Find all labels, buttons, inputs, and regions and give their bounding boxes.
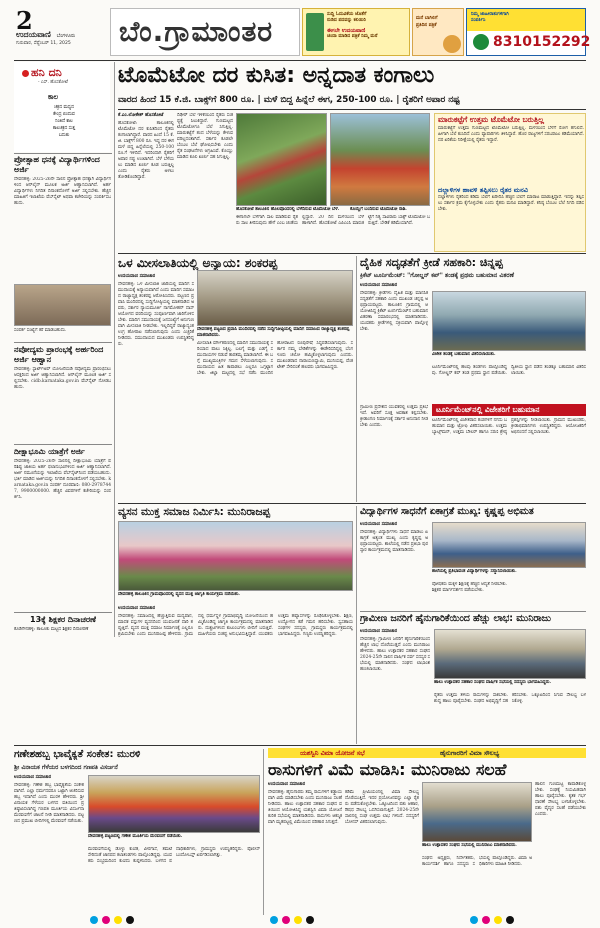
dairy-body-col2: ರೈತರು ಉತ್ತಮ ತಳಿಯ ರಾಸುಗಳನ್ನು ಸಾಕಬೇಕು. ಶುದ್ಧ ಹಾಲು ಪೂರೈಸಬೇಕು. ಸಂಘದ ಅಭಿವೃದ್ಧಿಗೆ ಸಹಕರಿಸಬೇಕು. ಒಕ್ಕೂಟದಿಂದ ಸಿಗುವ ಸೌಲಭ್ಯ ಬಳಸಿಕೊಳ್ಳಿ. [434, 693, 586, 704]
chinnappa-body-col1: ದೇವನಹಳ್ಳಿ: ಕ್ರೀಡೆಗಳು ದೈಹಿಕ ಮತ್ತು ಮಾನಸಿಕ ಸದೃಢತೆಗೆ ಸಹಕಾರಿ ಎಂದು ಮುಖಂಡ ಚಿನ್ನಪ್ಪ ಅಭಿಪ್ರಾಯಪಟ್ಟರು. ತಾಲೂಕಿನ ಗ್ರಾಮದಲ್ಲಿ ಆಯೋಜಿಸಿದ್ದ ಕ್ರಿಕೆಟ್ ಟೂರ್ನಿಮೆಂಟ್‌ನ ಬಹುಮಾನ ವಿತರಣಾ ಸಮಾರಂಭದಲ್ಲಿ ಮಾತನಾಡಿದರು. ಯುವಕರು ಕ್ರೀಡೆಗಳಲ್ಲಿ ಸಕ್ರಿಯವಾಗಿ ಪಾಲ್ಗೊಳ್ಳಬೇಕು. [360, 291, 428, 332]
advert-contact-ad [466, 8, 591, 56]
muniraju1-byline: ಉದಯವಾಣಿ ಸಮಾಚಾರ [118, 606, 156, 611]
krishnappa-byline: ಉದಯವಾಣಿ ಸಮಾಚಾರ [360, 522, 398, 527]
lead-caption1: ಹೊಸಕೋಟೆ ತಾಲೂಕಿನ ಹೊಲವೊಂದರಲ್ಲಿ ಬೆಳೆದಿರುವ ಟೊಮೆಟೋ ಬೆಳೆ. [236, 207, 340, 212]
insurance-body-col4: ಹಾಲಿನ ಗುಣಮಟ್ಟ ಕಾಪಾಡಿಕೊಳ್ಳಬೇಕು. ಸಂಘಕ್ಕೆ ನಿಯಮಿತವಾಗಿ ಹಾಲು ಪೂರೈಸಬೇಕು. ಕೃತಕ ಗರ್ಭಧಾರಣೆ ಸೌಲಭ್ಯ ಬಳಸಿಕೊಳ್ಳಬೇಕು. ಪಶು ವೈದ್ಯರ ಸಲಹೆ ಪಡೆಯಬೇಕು ಎಂದರು. [535, 782, 586, 817]
muniraju1-caption: ದೇವನಹಳ್ಳಿ ತಾಲೂಕಿನ ಗ್ರಾಮವೊಂದರಲ್ಲಿ ವ್ಯಸನ ಮುಕ್ತ ಜಾಗೃತಿ ಕಾರ್ಯಕ್ರಮ ನಡೆಯಿತು. [118, 592, 240, 597]
registration-cyan-dot [90, 916, 98, 924]
krishnappa-caption: ಶಾಲೆಯಲ್ಲಿ ಪ್ರತಿಭಾವಂತ ವಿದ್ಯಾರ್ಥಿಗಳನ್ನು ಸನ್ಮಾನಿಸಲಾಯಿತು. [432, 569, 517, 574]
story4-headline: 13ಕ್ಕೆ ಶಿಕ್ಷಕರ ದಿನಾಚರಣೆ [30, 615, 96, 624]
insurance-body-col1: ದೇವನಹಳ್ಳಿ: ಹೈನುಗಾರರು ತಮ್ಮ ರಾಸುಗಳಿಗೆ ಕಡ್ಡಾಯವಾಗಿ ವಿಮೆ ಮಾಡಿಸಬೇಕು ಎಂದು ಮುನಿರಾಜು ಸಲಹೆ ನೀಡಿದರು. ಹಾಲು ಉತ್ಪಾದಕರ ಸಹಕಾರ ಸಂಘದ ವತಿಯಿಂದ ಆಯೋಜಿಸಿದ್ದ ಯಶಸ್ವಿನಿ ವಿಮಾ ಯೋಜನೆ ಕುರಿತ ಸಭೆಯಲ್ಲಿ ಮಾತನಾಡಿದರು. ರಾಸುಗಳು ಆಕಸ್ಮಿಕವಾಗಿ ಮೃತಪಟ್ಟಲ್ಲಿ ವಿಮೆಯಿಂದ ಪರಿಹಾರ ಸಿಗುತ್ತದೆ. [268, 790, 342, 825]
chinnappa-subheadline: ಕ್ರಿಕೆಟ್ ಟೂರ್ನಿಮೆಂಟ್: "ಗೋಲ್ಡನ್ ಕಪ್" ತಂಡಕ್ಕೆ ಪ್ರಥಮ ಬಹುಮಾನ ವಿತರಣೆ [360, 272, 514, 279]
ad1-line4: ಚಂದಾ ಮಾಡಿದ ಪತ್ರಿಕೆ ನಿಮ್ಮ ಮನೆ [327, 34, 378, 39]
ad2-line1: ಮನೆ ಬಾಗಿಲಿಗೆ [416, 16, 438, 21]
lead-body-col1: ಹೊಸಕೋಟೆ: ತಾಲೂಕಿನಲ್ಲಿ ಟೊಮೆಟೋ ದರ ಕುಸಿತದಿಂದ ರೈತರು ಕಂಗಾಲಾಗಿದ್ದಾರೆ. ವಾರದ ಹಿಂದೆ 15 ಕೆ.ಜಿ. ಬಾಕ್ಸ್‌ಗೆ 800 ರೂ. ಇದ್ದ ದರ ಈಗ ಮಳೆ ಬಿದ್ದ ಹಿನ್ನೆಲೆಯಲ್ಲಿ 250-100 ರೂ.ಗೆ ಇಳಿದಿದೆ. ಇದರಿಂದಾಗಿ ರೈತರಿಗೆ ಅಪಾರ ನಷ್ಟ ಉಂಟಾಗಿದೆ. ಬೆಳೆ ಬೆಳೆಯಲು ಮಾಡಿದ ಖರ್ಚು ಕೂಡ ಬರುತ್ತಿಲ್ಲ ಎಂದು ರೈತರು ಅಳಲು ತೋಡಿಕೊಂಡಿದ್ದಾರೆ. [118, 121, 174, 180]
story3-headline: ದೀಕ್ಷಾಭೂಮಿ ಯಾತ್ರೆಗೆ ಅರ್ಜಿ [14, 447, 85, 456]
chinnappa-body-col2: ಟೂರ್ನಿಮೆಂಟ್‌ನಲ್ಲಿ ಹಲವು ತಂಡಗಳು ಪಾಲ್ಗೊಂಡಿದ್ದವು. ಗೋಲ್ಡನ್ ಕಪ್ ತಂಡ ಪ್ರಥಮ ಸ್ಥಾನ ಪಡೆಯಿತು. ದ್ವಿತೀಯ ಸ್ಥಾನ ಪಡೆದ ತಂಡಕ್ಕೂ ಬಹುಮಾನ ವಿತರಿಸಲಾಯಿತು. [432, 365, 586, 376]
ad1-line1: ಸುದ್ದಿ ಓದುವಿಕೆಯ ಜೊತೆಗೆ [327, 12, 367, 17]
lead-body-col3: ಈಗಾಗಲೇ ಬೆಳೆಗಾಗಿ ಸಾಲ ಮಾಡಿರುವ ರೈತರು ಸಾಲ ತೀರಿಸುವುದು ಹೇಗೆ ಎಂಬ ಚಿಂತೆಯಲ್ಲಿದ್ದಾರೆ. 20 ದಿನ ಮಳೆಯಿಂದ ಬೆಳೆ ಹಾಳಾಗಿದೆ. ಹೊಸಕೋಟೆ ಎಪಿಎಂಸಿ ಮಾರುಕಟ್ಟೆಗೆ ನಿತ್ಯ ಸಾವಿರಾರು ಬಾಕ್ಸ್ ಟೊಮೆಟೋ ಬರುತ್ತಿದೆ. ಬೇಡಿಕೆ ಕಡಿಮೆಯಾಗಿದೆ. [236, 215, 430, 226]
story2-headline: ನವೋದ್ಯಮ ಪ್ರಾರಂಭಕ್ಕೆ ಅರ್ಹರಿಂದ ಅರ್ಜಿ ಆಹ್ವಾನ [14, 345, 104, 364]
ganesha-photo [88, 775, 260, 833]
story1-headline: ಪ್ರೋತ್ಸಾಹ ಧನಕ್ಕೆ ವಿದ್ಯಾರ್ಥಿಗಳಿಂದ ಅರ್ಜಿ [14, 155, 100, 174]
shankarappa-caption: ದೇವನಹಳ್ಳಿ ಪಟ್ಟಣದ ಪ್ರವಾಸಿ ಮಂದಿರದಲ್ಲಿ ನಡೆದ ಸುದ್ದಿಗೋಷ್ಠಿಯಲ್ಲಿ ಮಾದಿಗ ಸಮಾಜದ ರಾಜ್ಯಾಧ್ಯಕ್ಷ ಶಂಕರಪ್ಪ ಮಾತನಾಡಿದರು. [197, 327, 350, 338]
story1-body: ದೇವನಹಳ್ಳಿ: 2025-26ನೇ ಸಾಲಿನ ಪ್ರೋತ್ಸಾಹ ಧನಕ್ಕಾಗಿ ವಿದ್ಯಾರ್ಥಿಗಳಿಂದ ಆನ್‌ಲೈನ್ ಮೂಲಕ ಅರ್ಜಿ ಆಹ್ವಾನಿಸಲಾಗಿದೆ. ಅರ್ಹ ವಿದ್ಯಾರ್ಥಿಗಳು ನಿಗದಿತ ದಿನಾಂಕದೊಳಗೆ ಅರ್ಜಿ ಸಲ್ಲಿಸಬೇಕು. ಹೆಚ್ಚಿನ ಮಾಹಿತಿಗೆ ಇಲಾಖೆಯ ವೆಬ್‌ಸೈಟ್ ಅಥವಾ ಕಚೇರಿಯನ್ನು ಸಂಪರ್ಕಿಸಬಹುದು. [14, 177, 111, 206]
muniraju1-headline: ವ್ಯಸನ ಮುಕ್ತ ಸಮಾಜ ನಿರ್ಮಿಸಿ: ಮುನಿರಾಜಪ್ಪ [118, 506, 270, 518]
chinnappa-caption: ವಿಜೇತ ತಂಡಕ್ಕೆ ಬಹುಮಾನ ವಿತರಿಸಲಾಯಿತು. [432, 352, 496, 357]
registration-cyan-dot-2 [270, 916, 278, 924]
delivery-ad [412, 8, 464, 56]
chinnappa-body-col3: ಗ್ರಾಮೀಣ ಪ್ರದೇಶದ ಯುವಕರಲ್ಲಿ ಉತ್ತಮ ಪ್ರತಿಭೆ ಇದೆ. ಅವರಿಗೆ ಸೂಕ್ತ ಅವಕಾಶ ಕಲ್ಪಿಸಬೇಕು. ಕ್ರೀಡಾಂಗಣ ನಿರ್ಮಾಣಕ್ಕೆ ಸರ್ಕಾರ ಅನುದಾನ ನೀಡಬೇಕು ಎಂದರು. [360, 405, 428, 428]
ad1-line2: ನುಡಿದ ಪದವನ್ನು ಕಲಿಯಿರಿ [327, 18, 366, 23]
story4-body: ಕೊಡಿಗೇನಹಳ್ಳಿ: ತಾಲೂಕು ಮಟ್ಟದ ಶಿಕ್ಷಕರ ದಿನಾಚರಣೆ [14, 627, 89, 632]
ad3-line1: ನಿಮ್ಮ ಜಾಹೀರಾತುಗಳಿಗಾಗಿ [471, 12, 509, 17]
masthead [16, 30, 75, 40]
dairy-body-col1: ದೇವನಹಳ್ಳಿ: ಗ್ರಾಮೀಣ ಜನರಿಗೆ ಹೈನುಗಾರಿಕೆಯಿಂದ ಹೆಚ್ಚಿನ ಲಾಭ ದೊರೆಯುತ್ತದೆ ಎಂದು ಮುನಿರಾಜು ಹೇಳಿದರು. ಹಾಲು ಉತ್ಪಾದಕರ ಸಹಕಾರ ಸಂಘದ 2024-25ನೇ ಸಾಲಿನ ವಾರ್ಷಿಕ ಸರ್ವ ಸದಸ್ಯರ ಸಭೆಯಲ್ಲಿ ಮಾತನಾಡಿದರು. ಸಂಘದ ಲಾಭಾಂಶ ಹಂಚಲಾಯಿತು. [360, 637, 430, 672]
krishnappa-body-col1: ದೇವನಹಳ್ಳಿ: ವಿದ್ಯಾರ್ಥಿಗಳು ಸಾಧನೆ ಮಾಡಲು ಏಕಾಗ್ರತೆ ಅತ್ಯಂತ ಮುಖ್ಯ ಎಂದು ಕೃಷ್ಣಪ್ಪ ಅಭಿಪ್ರಾಯಪಟ್ಟರು. ಶಾಲೆಯಲ್ಲಿ ನಡೆದ ಪ್ರತಿಭಾ ಪುರಸ್ಕಾರ ಕಾರ್ಯಕ್ರಮದಲ್ಲಿ ಮಾತನಾಡಿದರು. [360, 530, 428, 553]
story3-body: ದೇವನಹಳ್ಳಿ: 2025-26ನೇ ಸಾಲಿನಲ್ಲಿ ದೀಕ್ಷಾಭೂಮಿ ಯಾತ್ರೆಗೆ ಪರಿಶಿಷ್ಟ ಜಾತಿಯ ಅರ್ಹ ಫಲಾನುಭವಿಗಳಿಂದ ಅರ್ಜಿ ಆಹ್ವಾನಿಸಲಾಗಿದೆ. ಅರ್ಜಿ ನಮೂನೆಯನ್ನು ಇಲಾಖೆಯ ವೆಬ್‌ಸೈಟ್‌ನಿಂದ ಪಡೆಯಬಹುದು. ಭರ್ತಿ ಮಾಡಿದ ಅರ್ಜಿಯನ್ನು ನಿಗದಿತ ದಿನಾಂಕದೊಳಗೆ ಸಲ್ಲಿಸಬೇಕು. karnataka.gov.in ಸಂಪರ್ಕ ದೂರವಾಣಿ: 080-29787447, 9900000000. ಹೆಚ್ಚಿನ ವಿವರಗಳಿಗೆ ಕಚೇರಿಯನ್ನು ಸಂಪರ್ಕಿಸಿ. [14, 459, 111, 500]
shankarappa-byline: ಉದಯವಾಣಿ ಸಮಾಚಾರ [118, 274, 156, 279]
shankarappa-body-col2: ಮೀಸಲಾತಿ ವರ್ಗೀಕರಣದಲ್ಲಿ ಮಾದಿಗ ಸಮುದಾಯಕ್ಕೆ ಸರಿಯಾದ ಪಾಲು ಸಿಕ್ಕಿಲ್ಲ. ಬಲಗೈ ಮತ್ತು ಎಡಗೈ ಸಮುದಾಯಗಳ ನಡುವೆ ತಾರತಮ್ಯ ಮಾಡಲಾಗಿದೆ. ಈ ಬಗ್ಗೆ ಮುಖ್ಯಮಂತ್ರಿಗಳ ಗಮನ ಸೆಳೆಯಲಾಗುವುದು. ಸಮುದಾಯದ ಹಿತ ಕಾಪಾಡಲು ಎಲ್ಲರೂ ಒಗ್ಗಟ್ಟಾಗಬೇಕು. ಜಿಲ್ಲಾ ಮಟ್ಟದಲ್ಲಿ ಸಭೆ ನಡೆಸಿ ಮುಂದಿನ ಹೋರಾಟದ ರೂಪುರೇಷೆ ಸಿದ್ಧಪಡಿಸಲಾಗುವುದು. ಸರ್ಕಾರ ನಮ್ಮ ಬೇಡಿಕೆಗಳನ್ನು ಈಡೇರಿಸದಿದ್ದಲ್ಲಿ ಬೆಂಗಳೂರು ಚಲೋ ಹಮ್ಮಿಕೊಳ್ಳಲಾಗುವುದು ಎಂದರು. ಮುಖಂಡರಾದ ನಾರಾಯಣಸ್ವಾಮಿ, ಮುನಿಯಪ್ಪ, ವೆಂಕಟೇಶ್ ಸೇರಿದಂತೆ ಹಲವರು ಭಾಗವಹಿಸಿದ್ದರು. [197, 341, 353, 376]
dairy-headline: ಗ್ರಾಮೀಣ ಜನರಿಗೆ ಹೈನುಗಾರಿಕೆಯಿಂದ ಹೆಚ್ಚು ಲಾಭ: ಮುನಿರಾಜು [360, 613, 551, 624]
dairy-byline: ಉದಯವಾಣಿ ಸಮಾಚಾರ [360, 629, 398, 634]
whatsapp-icon [473, 34, 489, 50]
lead-box-title: ಮಾರುಕಟ್ಟೆಗೆ ಉತ್ತಮ ಟೊಮೆಟೋ ಬರುತ್ತಿಲ್ಲ [438, 115, 544, 124]
muniraju1-photo [118, 521, 353, 591]
chinnappa-headline: ದೈಹಿಕ ಸದೃಢತೆಗೆ ಕ್ರೀಡೆ ಸಹಕಾರಿ: ಚಿನ್ನಪ್ಪ [360, 256, 503, 269]
registration-magenta-dot-3 [482, 916, 490, 924]
insurance-kicker: ಯಶಸ್ವಿನಿ ವಿಮಾ ಯೋಜನೆ ಸಭೆ [300, 749, 365, 757]
insurance-kicker2: ಹೈನುಗಾರರಿಗೆ ವಿಮಾ ಸೌಲಭ್ಯ [440, 749, 500, 757]
insurance-photo [422, 782, 532, 842]
krishnappa-photo [432, 522, 586, 568]
insurance-caption: ಹಾಲು ಉತ್ಪಾದಕರ ಸಂಘದ ಸಭೆಯಲ್ಲಿ ಮುನಿರಾಜು ಮಾತನಾಡಿದರು. [422, 843, 517, 848]
story1-more: ಸಂಪರ್ಕ ಸಂಖ್ಯೆಗೆ ಕರೆ ಮಾಡಬಹುದು. [14, 328, 67, 333]
story1-photo [14, 284, 111, 326]
registration-black-dot-3 [506, 916, 514, 924]
ad3-phone: 8310152292 [493, 34, 591, 50]
lead-box-body: ಮಾರುಕಟ್ಟೆಗೆ ಉತ್ತಮ ಗುಣಮಟ್ಟದ ಟೊಮೆಟೋ ಬರುತ್ತಿಲ್ಲ. ಮಳೆಯಿಂದ ಬೆಳೆಗೆ ರೋಗ ತಗುಲಿದೆ. ಹೀಗಾಗಿ ಬೆಲೆ ಕುಸಿದಿದೆ ಎಂದು ವ್ಯಾಪಾರಿಗಳು ತಿಳಿಸಿದ್ದಾರೆ. ಹೊರ ರಾಜ್ಯಗಳಿಗೆ ಸರಬರಾಜು ಕಡಿಮೆಯಾಗಿದೆ. ದರ ಏರಿಕೆಯ ನಿರೀಕ್ಷೆಯಲ್ಲಿ ರೈತರು ಇದ್ದಾರೆ. [438, 126, 584, 143]
insurance-byline: ಉದಯವಾಣಿ ಸಮಾಚಾರ [268, 782, 306, 787]
ganesha-body-col2: ಮೆರವಣಿಗೆಯಲ್ಲಿ ಡೊಳ್ಳು ಕುಣಿತ, ವೀರಗಾಸೆ, ತಮಟೆ ಸೇರಿದಂತೆ ಜಾನಪದ ಕಲಾತಂಡಗಳು ಪಾಲ್ಗೊಂಡಿದ್ದವು. ಯುವಕರು ಸಂಭ್ರಮದಿಂದ ಕುಣಿದು ಕುಪ್ಪಳಿಸಿದರು. ಬಳಗದ ಪದಾಧಿಕಾರಿಗಳು, ಗ್ರಾಮಸ್ಥರು ಉಪಸ್ಥಿತರಿದ್ದರು. ಪೊಲೀಸ್ ಬಂದೋಬಸ್ತ್ ಏರ್ಪಡಿಸಲಾಗಿತ್ತು. [88, 847, 260, 864]
registration-yellow-dot-3 [494, 916, 502, 924]
muniraju1-body: ದೇವನಹಳ್ಳಿ: ಸಮಾಜದಲ್ಲಿ ಹೆಚ್ಚುತ್ತಿರುವ ಮದ್ಯಪಾನ, ಮಾದಕ ವಸ್ತುಗಳ ವ್ಯಸನದಿಂದ ಯುವಜನತೆ ದಾರಿ ತಪ್ಪುತ್ತಿದೆ. ವ್ಯಸನ ಮುಕ್ತ ಸಮಾಜ ನಿರ್ಮಾಣಕ್ಕೆ ಎಲ್ಲರೂ ಶ್ರಮಿಸಬೇಕು ಎಂದು ಮುನಿರಾಜಪ್ಪ ಹೇಳಿದರು. ಗ್ರಾಮದಲ್ಲಿ ಧರ್ಮಸ್ಥಳ ಗ್ರಾಮಾಭಿವೃದ್ಧಿ ಯೋಜನೆಯಿಂದ ಹಮ್ಮಿಕೊಂಡಿದ್ದ ಜಾಗೃತಿ ಕಾರ್ಯಕ್ರಮದಲ್ಲಿ ಮಾತನಾಡಿದರು. ದುಶ್ಚಟಗಳಿಂದ ಕುಟುಂಬಗಳು ಬೀದಿಗೆ ಬರುತ್ತಿವೆ. ಮಹಿಳೆಯರು ಸಂಕಷ್ಟ ಅನುಭವಿಸುತ್ತಿದ್ದಾರೆ. ಯುವಕರು ಉತ್ತಮ ಹವ್ಯಾಸಗಳನ್ನು ರೂಢಿಸಿಕೊಳ್ಳಬೇಕು. ಶಿಕ್ಷಣ, ಉದ್ಯೋಗದ ಕಡೆ ಗಮನ ಹರಿಸಬೇಕು. ಸ್ವಸಹಾಯ ಸಂಘಗಳ ಸದಸ್ಯರು, ಗ್ರಾಮಸ್ಥರು ಕಾರ್ಯಕ್ರಮದಲ್ಲಿ ಭಾಗವಹಿಸಿದ್ದರು. ಗಣ್ಯರು ಉಪಸ್ಥಿತರಿದ್ದರು. [118, 614, 353, 637]
insurance-headline: ರಾಸುಗಳಿಗೆ ವಿಮೆ ಮಾಡಿಸಿ: ಮುನಿರಾಜು ಸಲಹೆ [268, 760, 507, 779]
hanidani-author: - ಎಸ್. ಹೊಸಕೋಟೆ [38, 80, 68, 85]
ganesha-subheadline: ಶ್ರೀ ವಿನಾಯಕ ಗೆಳೆಯರ ಬಳಗದಿಂದ ಗಣಪತಿ ವಿಸರ್ಜನೆ [14, 764, 118, 771]
shankarappa-photo [197, 270, 353, 326]
lead-caption2: ಕೊಯ್ಲಿಗೆ ಬಂದಿರುವ ಟೊಮೆಟೋ ರಾಶಿ. [350, 207, 407, 212]
poem-body: ಚಕ್ರದ ಮಧ್ಯದ ಕೇಂದ್ರ ಬಿಂದುವ ನಿಂತಿದೆ ಕಾಲ ಕಾಲಚಕ್ರದ ಸುತ್ತ ಬದುಕು [52, 105, 76, 138]
chinnappa-box-body: ಟೂರ್ನಿಮೆಂಟ್‌ನಲ್ಲಿ ವಿಜೇತರಾದ ತಂಡಗಳಿಗೆ ನಗದು ಬಹುಮಾನ ಮತ್ತು ಟ್ರೋಫಿ ವಿತರಿಸಲಾಯಿತು. ಉತ್ತಮ ಬ್ಯಾಟ್ಸ್‌ಮನ್, ಉತ್ತಮ ಬೌಲರ್ ಹಾಗೂ ಸರಣಿ ಶ್ರೇಷ್ಠ ಪ್ರಶಸ್ತಿಗಳನ್ನು ನೀಡಲಾಯಿತು. ಗ್ರಾಮದ ಮುಖಂಡರು, ಕ್ರೀಡಾಭಿಮಾನಿಗಳು ಉಪಸ್ಥಿತರಿದ್ದರು. ಆಯೋಜಕರಿಗೆ ಅಭಿನಂದನೆ ಸಲ್ಲಿಸಲಾಯಿತು. [432, 418, 586, 435]
registration-yellow-dot-2 [294, 916, 302, 924]
ganesha-body-col1: ದೇವನಹಳ್ಳಿ: ಗಣೇಶ ಹಬ್ಬ ಭಾವೈಕ್ಯತೆಯ ಸಂಕೇತವಾಗಿದೆ. ಎಲ್ಲಾ ಧರ್ಮದವರೂ ಒಟ್ಟಾಗಿ ಆಚರಿಸುವ ಹಬ್ಬ ಇದಾಗಿದೆ ಎಂದು ಮುರಳಿ ಹೇಳಿದರು. ಶ್ರೀ ವಿನಾಯಕ ಗೆಳೆಯರ ಬಳಗದ ವತಿಯಿಂದ ಪ್ರತಿಷ್ಠಾಪಿಸಲಾಗಿದ್ದ ಗಣಪತಿ ಮೂರ್ತಿಯ ವಿಸರ್ಜನಾ ಮೆರವಣಿಗೆಗೆ ಚಾಲನೆ ನೀಡಿ ಮಾತನಾಡಿದರು. ಪಟ್ಟಣದ ಪ್ರಮುಖ ಬೀದಿಗಳಲ್ಲಿ ಮೆರವಣಿಗೆ ನಡೆಯಿತು. [14, 783, 84, 824]
dairy-photo [434, 629, 586, 679]
chinnappa-byline: ಉದಯವಾಣಿ ಸಮಾಚಾರ [360, 283, 398, 288]
lead-photo-farmers [330, 113, 430, 206]
shankarappa-headline: ಒಳ ಮೀಸಲಾತಿಯಲ್ಲಿ ಅನ್ಯಾಯ: ಶಂಕರಪ್ಪ [118, 256, 278, 270]
newspaper-icon [443, 35, 461, 53]
ad3-line2: ಸಂಪರ್ಕಿಸಿ [471, 18, 486, 23]
registration-magenta-dot-2 [282, 916, 290, 924]
section-title: ಬೆಂ.ಗ್ರಾಮಾಂತರ [119, 15, 274, 48]
poem-title: ಕಾಲ [48, 92, 59, 101]
hanidani-logo: ಹನಿ ದನಿ [22, 66, 62, 80]
registration-cyan-dot-3 [470, 916, 478, 924]
phone-icon [306, 13, 324, 51]
lead-byline: ಕೆ.ಎಂ.ಲೋಕೇಶ್ ಹೊಸಕೋಟೆ [118, 113, 164, 118]
ad1-line3: ಈಗಲೇ ಉದಯವಾಣಿ [327, 28, 366, 34]
chinnappa-box-title: ಟೂರ್ನಿಮೆಂಟ್‌ನಲ್ಲಿ ವಿಜೇತರಿಗೆ ಬಹುಮಾನ [436, 405, 540, 414]
registration-magenta-dot [102, 916, 110, 924]
ganesha-caption: ದೇವನಹಳ್ಳಿ ಪಟ್ಟಣದಲ್ಲಿ ಗಣೇಶ ಮೂರ್ತಿಯ ಮೆರವಣಿಗೆ ನಡೆಯಿತು. [88, 834, 183, 839]
dairy-caption: ಹಾಲು ಉತ್ಪಾದಕರ ಸಹಕಾರ ಸಂಘದ ವಾರ್ಷಿಕ ಸಭೆಯಲ್ಲಿ ಸದಸ್ಯರು ಭಾಗವಹಿಸಿದ್ದರು. [434, 680, 551, 685]
krishnappa-headline: ವಿದ್ಯಾರ್ಥಿಗಳ ಸಾಧನೆಗೆ ಏಕಾಗ್ರತೆ ಮುಖ್ಯ: ಕೃಷ್ಣಪ್ಪ ಅಭಿಮತ [360, 506, 534, 517]
hanidani-box [14, 62, 110, 152]
registration-black-dot-2 [306, 916, 314, 924]
subscription-ad [302, 8, 410, 56]
insurance-body-col2: ಕಡಿಮೆ ಪ್ರೀಮಿಯಂನಲ್ಲಿ ವಿಮಾ ಸೌಲಭ್ಯ ದೊರೆಯುತ್ತಿದೆ. ಇದರ ಪ್ರಯೋಜನವನ್ನು ಎಲ್ಲಾ ರೈತರು ಪಡೆದುಕೊಳ್ಳಬೇಕು. ಒಕ್ಕೂಟದಿಂದ ಪಶು ಆಹಾರ, ಔಷಧ ಸೌಲಭ್ಯ ಒದಗಿಸಲಾಗುತ್ತಿದೆ. 2024-25ನೇ ಸಾಲಿನಲ್ಲಿ ಸಂಘ ಉತ್ತಮ ಲಾಭ ಗಳಿಸಿದೆ. ಸದಸ್ಯರಿಗೆ ಬೋನಸ್ ವಿತರಿಸಲಾಗುವುದು. [345, 790, 419, 825]
lead-box-body2: ದಲ್ಲಾಳಿಗಳು ರೈತರಿಂದ ಕಡಿಮೆ ಬೆಲೆಗೆ ಖರೀದಿಸಿ ಹೆಚ್ಚಿನ ಬೆಲೆಗೆ ಮಾರಾಟ ಮಾಡುತ್ತಿದ್ದಾರೆ. ಇದನ್ನು ತಪ್ಪಿಸಲು ಸರ್ಕಾರ ಕ್ರಮ ಕೈಗೊಳ್ಳಬೇಕು ಎಂದು ರೈತರು ಮನವಿ ಮಾಡಿದ್ದಾರೆ. ಕನಿಷ್ಠ ಬೆಂಬಲ ಬೆಲೆ ನಿಗದಿ ಪಡಿಸಬೇಕು. [438, 195, 584, 212]
insurance-body-col3: ಸಂಘದ ಅಧ್ಯಕ್ಷರು, ನಿರ್ದೇಶಕರು, ಕಾರ್ಯದರ್ಶಿ ಹಾಗೂ ಸದಸ್ಯರು ಸಭೆಯಲ್ಲಿ ಪಾಲ್ಗೊಂಡಿದ್ದರು. ವಿಮಾ ಅಧಿಕಾರಿಗಳು ಮಾಹಿತಿ ನೀಡಿದರು. [422, 856, 532, 867]
page-number: 2 [16, 6, 33, 35]
lead-photo-field [236, 113, 327, 206]
ad2-line2: ಪ್ರತಿದಿನ ಪತ್ರಿಕೆ [416, 23, 437, 28]
date-line: ಗುರುವಾರ, ಸೆಪ್ಟೆಂಬರ್ 11, 2025 [16, 41, 71, 46]
registration-black-dot [126, 916, 134, 924]
story2-body: ದೇವನಹಳ್ಳಿ: ಸ್ಟಾರ್ಟ್‌ಅಪ್ ಯೋಜನೆಯಡಿ ನವೋದ್ಯಮ ಪ್ರಾರಂಭಿಸಲು ಆಸಕ್ತರಿಂದ ಅರ್ಜಿ ಆಹ್ವಾನಿಸಲಾಗಿದೆ. ಆನ್‌ಲೈನ್ ಮೂಲಕ ಅರ್ಜಿ ಸಲ್ಲಿಸಬೇಕು. cidb.karnataka.gov.in ವೆಬ್‌ಸೈಟ್ ನೋಡಬಹುದು. [14, 367, 111, 390]
lead-box-subtitle: ದಲ್ಲಾಳಿಗಳ ಹಾವಳಿ ತಪ್ಪಿಸಲು ರೈತರ ಮನವಿ [438, 186, 529, 194]
chinnappa-photo [432, 291, 586, 351]
registration-yellow-dot [114, 916, 122, 924]
ganesha-headline: ಗಣೇಶಹಬ್ಬ ಭಾವೈಕ್ಯತೆ ಸಂಕೇತ: ಮುರಳಿ [14, 749, 141, 760]
masthead-city: ಬೆಂಗಳೂರು [56, 33, 76, 39]
lead-body-col2: ದಿಢೀರ್ ಬೆಲೆ ಇಳಿಕೆಯಿಂದ ರೈತರು ಸಂಕಷ್ಟಕ್ಕೆ ಸಿಲುಕಿದ್ದಾರೆ. ಗುಣಮಟ್ಟದ ಟೊಮೆಟೋಗೂ ಬೆಲೆ ಸಿಗುತ್ತಿಲ್ಲ. ಮಾರುಕಟ್ಟೆಗೆ ತಂದ ಬೆಳೆಯನ್ನು ಕೇಳುವವರಿಲ್ಲದಂತಾಗಿದೆ. ಸರ್ಕಾರ ಕೂಡಲೇ ಬೆಂಬಲ ಬೆಲೆ ಘೋಷಿಸಬೇಕು ಎಂದು ರೈತ ಸಂಘಟನೆಗಳು ಆಗ್ರಹಿಸಿವೆ. ಕೊಯ್ಲು ಮಾಡಿದ ಕೂಲಿ ಖರ್ಚು ಸಹ ಸಿಗುತ್ತಿಲ್ಲ. [177, 113, 233, 160]
ganesha-byline: ಉದಯವಾಣಿ ಸಮಾಚಾರ [14, 775, 52, 780]
lead-headline: ಟೊಮೆಟೋ ದರ ಕುಸಿತ: ಅನ್ನದಾತ ಕಂಗಾಲು [118, 63, 435, 88]
lead-subheadline: ವಾರದ ಹಿಂದೆ 15 ಕೆ.ಜಿ. ಬಾಕ್ಸ್‌ಗೆ 800 ರೂ. | ಮಳೆ ಬಿದ್ದ ಹಿನ್ನೆಲೆ ಈಗ, 250-100 ರೂ. | ರೈತರಿಗೆ ಅಪಾರ ನಷ್ಟ [118, 95, 460, 105]
masthead-name: ಉದಯವಾಣಿ [16, 30, 51, 39]
section-title-box [110, 8, 300, 56]
krishnappa-body-col2: ಪೋಷಕರು ಮಕ್ಕಳ ಶಿಕ್ಷಣಕ್ಕೆ ಹೆಚ್ಚಿನ ಆದ್ಯತೆ ನೀಡಬೇಕು. ಶಿಕ್ಷಕರ ಮಾರ್ಗದರ್ಶನ ಪಡೆಯಬೇಕು. [432, 582, 507, 593]
shankarappa-body-col1: ದೇವನಹಳ್ಳಿ: ಒಳ ಮೀಸಲಾತಿ ಜಾರಿಯಲ್ಲಿ ಮಾದಿಗ ಸಮುದಾಯಕ್ಕೆ ಅನ್ಯಾಯವಾಗಿದೆ ಎಂದು ಮಾದಿಗ ಸಮಾಜದ ರಾಜ್ಯಾಧ್ಯಕ್ಷ ಶಂಕರಪ್ಪ ಆರೋಪಿಸಿದರು. ಪಟ್ಟಣದ ಪ್ರವಾಸಿ ಮಂದಿರದಲ್ಲಿ ಸುದ್ದಿಗೋಷ್ಠಿಯಲ್ಲಿ ಮಾತನಾಡಿದ ಅವರು, ಸರ್ಕಾರ ನ್ಯಾಯಮೂರ್ತಿ ನಾಗಮೋಹನ್ ದಾಸ್ ಆಯೋಗದ ವರದಿಯನ್ನು ಸಂಪೂರ್ಣವಾಗಿ ಜಾರಿಗೊಳಿಸಬೇಕು. ಮಾದಿಗ ಸಮುದಾಯಕ್ಕೆ ಜನಸಂಖ್ಯೆಗೆ ಅನುಗುಣವಾಗಿ ಮೀಸಲಾತಿ ನೀಡಬೇಕು. ಇಲ್ಲದಿದ್ದರೆ ರಾಜ್ಯಾದ್ಯಂತ ಉಗ್ರ ಹೋರಾಟ ನಡೆಸಲಾಗುವುದು ಎಂದು ಎಚ್ಚರಿಕೆ ನೀಡಿದರು. ಸಮುದಾಯದ ಮುಖಂಡರು ಉಪಸ್ಥಿತರಿದ್ದರು. [118, 282, 194, 347]
